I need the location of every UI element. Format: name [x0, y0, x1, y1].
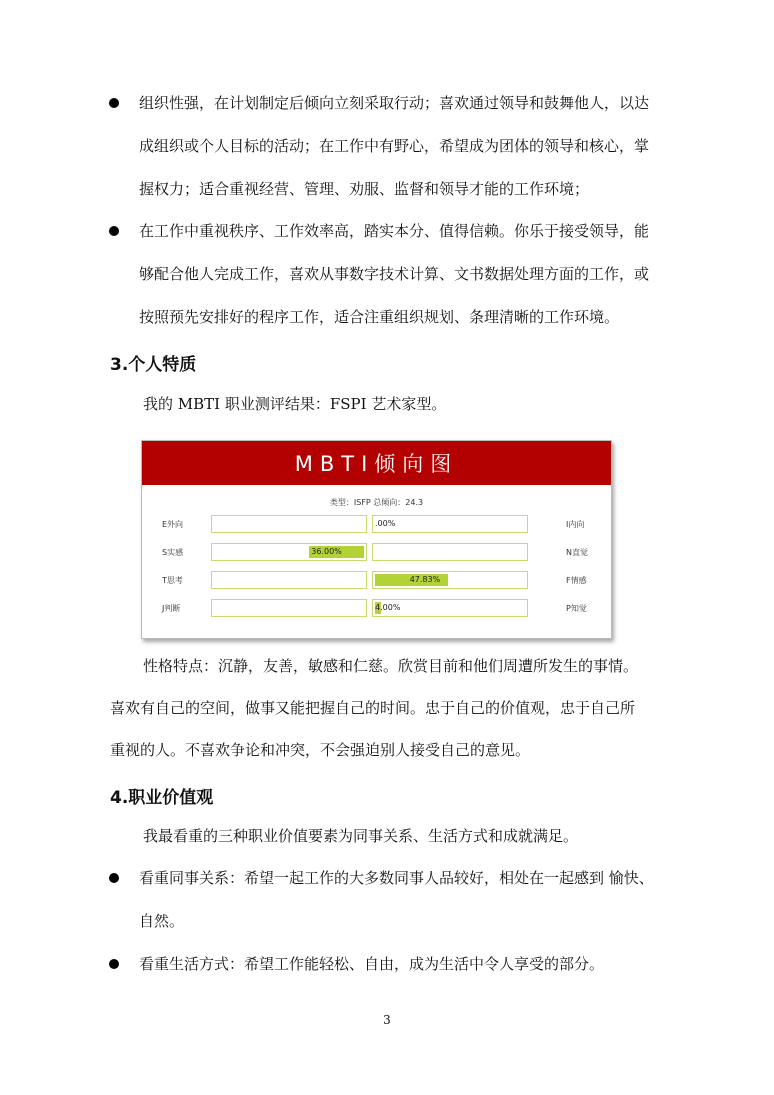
bullet-text-line: 成组织或个人目标的活动；在工作中有野心，希望成为团体的领导和核心，掌: [139, 137, 650, 155]
personality-line: 重视的人。不喜欢争论和冲突，不会强迫别人接受自己的意见。: [110, 741, 531, 759]
chart-banner: [142, 441, 611, 485]
mbti-intro: 我的 MBTI 职业测评结果：FSPI 艺术家型。: [143, 395, 447, 413]
bullet-text-line: 看重生活方式：希望工作能轻松、自由，成为生活中令人享受的部分。: [139, 955, 605, 973]
page-number: 3: [383, 1013, 391, 1027]
values-intro: 我最看重的三种职业价值要素为同事关系、生活方式和成就满足。: [143, 827, 579, 845]
bar-value-label: .00%: [375, 519, 396, 528]
row-left-label: S实感: [162, 548, 184, 557]
bullet-text-line: 够配合他人完成工作，喜欢从事数字技术计算、文书数据处理方面的工作，或: [139, 265, 650, 283]
bullet-text-line: 看重同事关系：希望一起工作的大多数同事人品较好，相处在一起感到 愉快、: [139, 869, 654, 887]
bar-track-right: [372, 515, 528, 533]
bar-value-label: 36.00%: [311, 547, 342, 556]
bar-track-right: [372, 599, 528, 617]
bar-track-left: [211, 571, 367, 589]
bar-track-left: [211, 515, 367, 533]
row-right-label: I内向: [566, 520, 585, 529]
section-heading: 3.个人特质: [110, 355, 197, 375]
chart-subtitle: 类型：ISFP 总倾向：24.3: [329, 498, 424, 507]
row-left-label: T思考: [162, 576, 183, 585]
personality-line: 喜欢有自己的空间，做事又能把握自己的时间。忠于自己的价值观，忠于自己所: [110, 699, 636, 717]
bullet-dot: [109, 98, 119, 108]
row-right-label: P知觉: [566, 604, 587, 613]
bullet-text-line: 握权力；适合重视经营、管理、劝服、监督和领导才能的工作环境；: [139, 180, 590, 198]
row-left-label: E外向: [162, 520, 184, 529]
bar-track-left: [211, 599, 367, 617]
mbti-chart: [141, 440, 612, 639]
bullet-dot: [109, 959, 119, 969]
bullet-text-line: 按照预先安排好的程序工作，适合注重组织规划、条理清晰的工作环境。: [139, 308, 620, 326]
row-right-label: F情感: [566, 576, 587, 585]
bullet-text-line: 组织性强，在计划制定后倾向立刻采取行动；喜欢通过领导和鼓舞他人，以达: [139, 94, 650, 112]
bullet-text-line: 自然。: [139, 912, 185, 930]
row-right-label: N直觉: [566, 548, 588, 557]
bullet-dot: [109, 226, 119, 236]
row-left-label: J判断: [162, 604, 181, 613]
bar-track-left: [211, 543, 367, 561]
chart-title: MBTI倾向图: [294, 452, 459, 476]
bar-value-label: 4.00%: [375, 603, 401, 612]
personality-line: 性格特点：沉静，友善，敏感和仁慈。欣赏目前和他们周遭所发生的事情。: [143, 657, 639, 675]
section-heading: 4.职业价值观: [110, 788, 214, 808]
bar-track-right: [372, 543, 528, 561]
bullet-text-line: 在工作中重视秩序、工作效率高，踏实本分、值得信赖。你乐于接受领导，能: [139, 222, 650, 240]
bar-value-label: 47.83%: [409, 575, 441, 584]
bar-track-right: [372, 571, 528, 589]
bullet-dot: [109, 873, 119, 883]
